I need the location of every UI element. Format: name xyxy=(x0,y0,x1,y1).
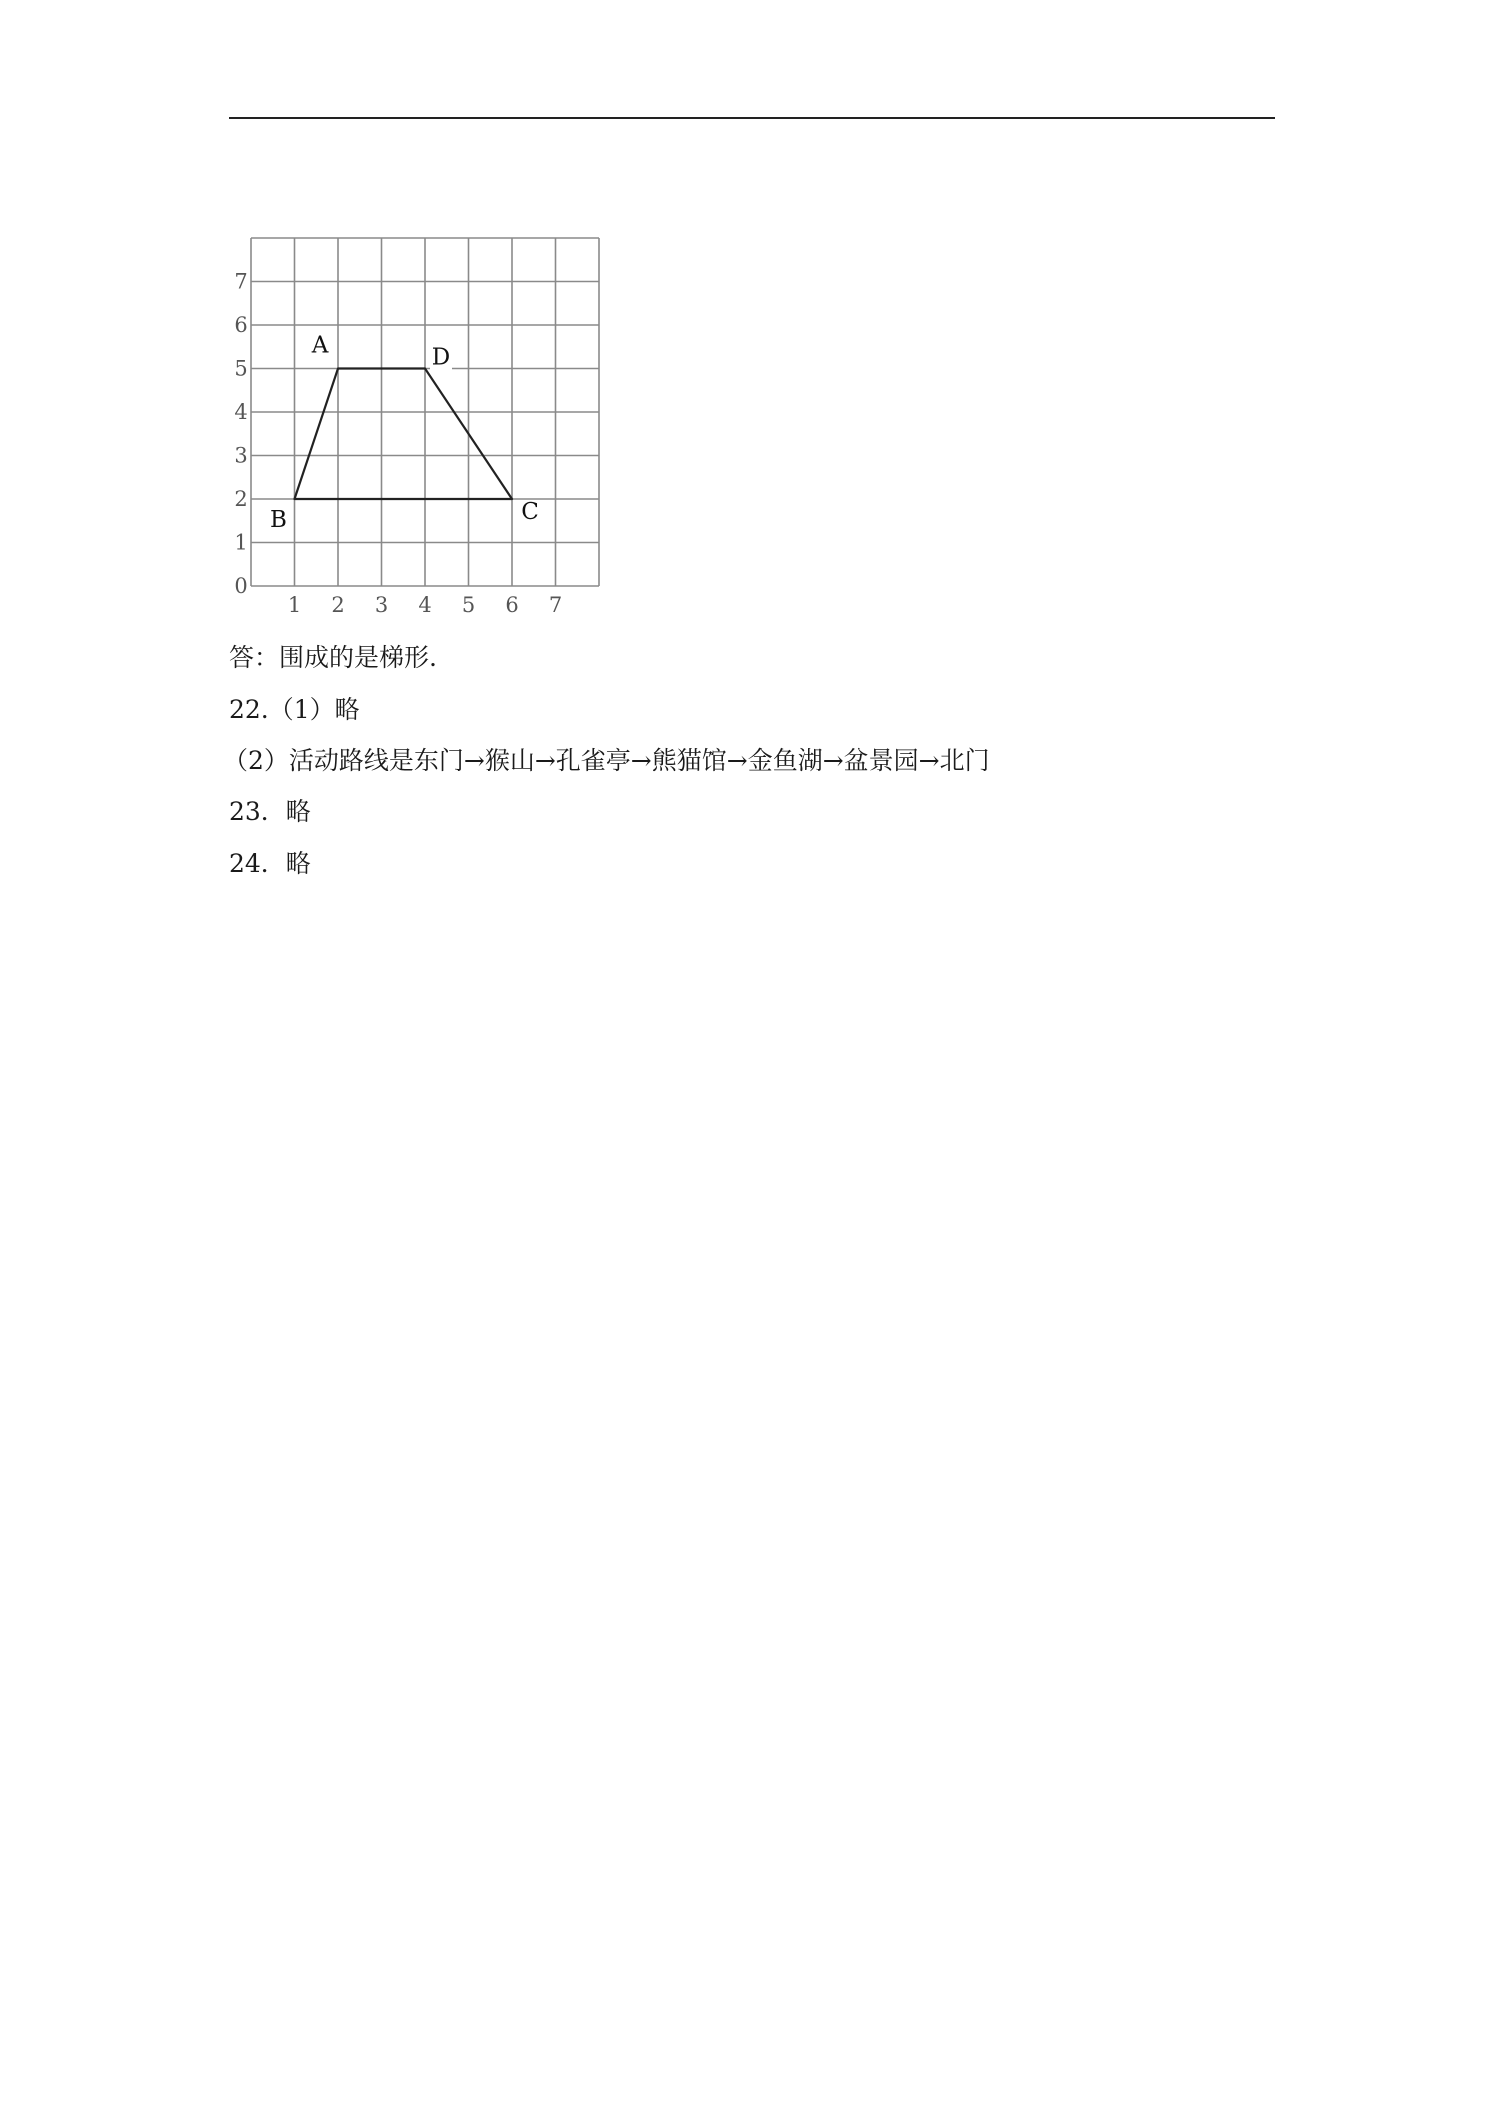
y-tick-label: 6 xyxy=(234,313,248,337)
question-22-part-1: 22.（1）略 xyxy=(229,695,360,724)
x-tick-label: 2 xyxy=(331,593,345,617)
x-tick-label: 4 xyxy=(418,593,432,617)
coordinate-grid-figure xyxy=(224,234,614,626)
x-tick-label: 6 xyxy=(505,593,519,617)
vertex-label-c: C xyxy=(521,499,539,525)
vertex-label-a: A xyxy=(311,332,329,359)
y-tick-label: 0 xyxy=(234,574,248,598)
y-tick-label: 5 xyxy=(234,356,248,381)
y-tick-label: 4 xyxy=(234,400,248,424)
vertex-label-b: B xyxy=(270,507,287,533)
y-tick-label: 1 xyxy=(234,530,248,555)
question-24: 24．略 xyxy=(229,849,311,878)
y-tick-label: 3 xyxy=(234,443,248,468)
vertex-label-d: D xyxy=(431,344,451,371)
header-rule xyxy=(229,117,1275,119)
y-tick-label: 2 xyxy=(234,487,248,511)
y-tick-label: 7 xyxy=(234,269,248,294)
question-23: 23．略 xyxy=(229,797,311,826)
question-22-part-2: （2）活动路线是东门→猴山→孔雀亭→熊猫馆→金鱼湖→盆景园→北门 xyxy=(223,746,990,775)
x-tick-label: 1 xyxy=(287,593,302,617)
x-tick-label: 7 xyxy=(548,593,563,617)
coordinate-grid xyxy=(224,234,614,626)
x-tick-label: 3 xyxy=(374,593,389,617)
x-tick-label: 5 xyxy=(461,593,476,617)
trapezoid-shape xyxy=(295,369,513,500)
answer-text: 答：围成的是梯形. xyxy=(229,643,437,672)
